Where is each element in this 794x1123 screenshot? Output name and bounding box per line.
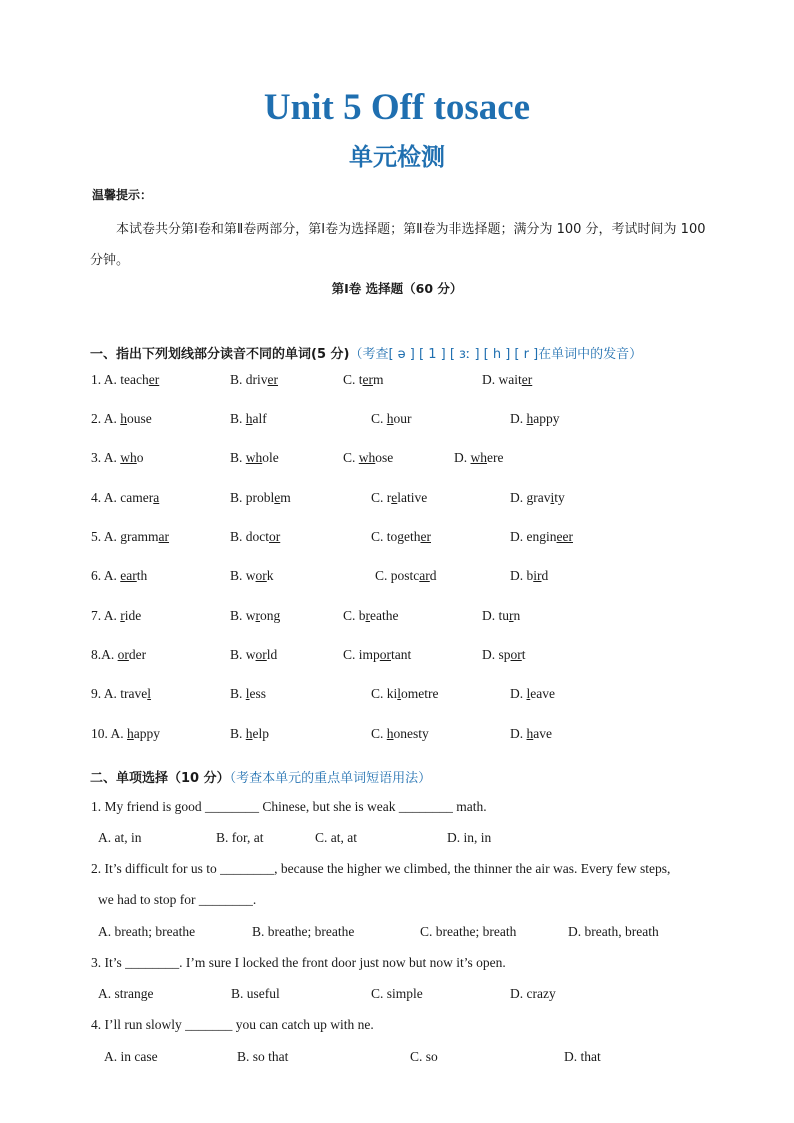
question-2-2-option-b: B. breathe; breathe	[252, 924, 355, 939]
word-prefix: D. wait	[482, 372, 522, 387]
tip-label: 温馨提示：	[92, 188, 153, 202]
word-prefix: teach	[120, 372, 149, 387]
phonetics-item-7-option-b	[230, 608, 280, 624]
phonetics-item-4-option-a	[91, 490, 159, 506]
word-prefix: D. tu	[482, 608, 509, 623]
word-prefix: B.	[230, 726, 246, 741]
section2-heading	[90, 767, 431, 786]
underlined-letters: or	[255, 568, 267, 583]
word-prefix: C.	[371, 726, 387, 741]
word-suffix: ave	[533, 726, 552, 741]
underlined-letters: ar	[419, 568, 430, 583]
word-suffix: ld	[266, 647, 278, 662]
word-prefix: B.	[230, 686, 246, 701]
item-number: 4. A.	[91, 490, 121, 505]
word-suffix: th	[136, 568, 148, 583]
word-suffix: appy	[533, 411, 560, 426]
word-suffix: alf	[252, 411, 267, 426]
underlined-letters: er	[148, 372, 160, 387]
word-suffix: d	[541, 568, 549, 583]
word-suffix: t	[521, 647, 526, 662]
section1-title: 一、指出下列划线部分读音不同的单词(5 分)	[90, 347, 350, 362]
item-number: 6. A.	[91, 568, 121, 583]
phonetics-item-3-option-c	[343, 450, 393, 466]
part1-title: 第Ⅰ卷 选择题（60 分）	[331, 281, 463, 296]
phonetics-item-5-option-d	[510, 529, 573, 545]
word-prefix: C. ki	[371, 686, 398, 701]
question-2-1-option-d: D. in, in	[447, 830, 492, 845]
phonetics-item-3-option-a	[91, 450, 144, 466]
phonetics-item-2	[0, 411, 794, 431]
underlined-letters: e	[391, 490, 398, 505]
intro-paragraph: 本试卷共分第Ⅰ卷和第Ⅱ卷两部分，第Ⅰ卷为选择题；第Ⅱ卷为非选择题；满分为 100 分，考试时间为 100 分钟。	[90, 222, 706, 268]
phonetics-item-7-option-a	[91, 608, 141, 624]
document-subtitle: 单元检测	[349, 143, 445, 171]
word-suffix: lative	[397, 490, 428, 505]
underlined-letters: h	[386, 726, 394, 741]
phonetics-item-10-option-c	[371, 726, 429, 742]
question-2-3-option-d: D. crazy	[510, 986, 556, 1001]
phonetics-item-2-option-d	[510, 411, 560, 427]
phonetics-item-5-option-b	[230, 529, 280, 545]
question-2-1-option-a: A. at, in	[98, 830, 142, 845]
phonetics-item-9-option-c	[371, 686, 439, 702]
question-2-3-option-c: C. simple	[371, 986, 423, 1001]
phonetics-item-8-option-d	[482, 647, 526, 663]
underlined-letters: h	[386, 411, 394, 426]
word-suffix: eave	[530, 686, 555, 701]
word-prefix: gramm	[120, 529, 159, 544]
item-number: 8.A.	[91, 647, 118, 662]
underlined-letters: or	[510, 647, 522, 662]
word-prefix: D. grav	[510, 490, 551, 505]
word-prefix: C. togeth	[371, 529, 421, 544]
section2-note: （考查本单元的重点单词短语用法）	[229, 771, 432, 786]
item-number: 10. A.	[91, 726, 128, 741]
underlined-letters: er	[362, 372, 374, 387]
phonetics-item-8	[0, 647, 794, 667]
word-prefix: C. postc	[375, 568, 420, 583]
word-prefix: B. w	[230, 608, 256, 623]
question-2-4-option-c: C. so	[410, 1049, 438, 1064]
word-suffix: ide	[124, 608, 142, 623]
word-prefix: B. driv	[230, 372, 268, 387]
underlined-letters: l	[147, 686, 152, 701]
underlined-letters: er	[521, 372, 533, 387]
phonetics-item-10-option-d	[510, 726, 552, 742]
question-2-2-stem-cont: we had to stop for ________.	[98, 892, 257, 907]
phonetics-item-2-option-a	[91, 411, 152, 427]
item-number: 9. A.	[91, 686, 121, 701]
word-suffix: elp	[252, 726, 270, 741]
word-suffix: ong	[260, 608, 281, 623]
phonetics-item-10	[0, 726, 794, 746]
phonetics-item-9-option-b	[230, 686, 266, 702]
phonetics-item-9-option-a	[91, 686, 151, 702]
question-2-2-option-d: D. breath, breath	[568, 924, 659, 939]
word-prefix: D.	[510, 411, 527, 426]
word-suffix: onesty	[393, 726, 429, 741]
word-prefix: D. sp	[482, 647, 511, 662]
phonetics-item-4-option-c	[371, 490, 427, 506]
phonetics-item-1-option-b	[230, 372, 278, 388]
underlined-letters: l	[245, 686, 250, 701]
phonetics-item-5-option-a	[91, 529, 169, 545]
word-suffix: our	[393, 411, 412, 426]
document-title: Unit 5 Off tosace	[263, 87, 531, 128]
item-number: 3. A.	[91, 450, 121, 465]
underlined-letters: h	[127, 726, 134, 741]
word-suffix: k	[266, 568, 274, 583]
phonetics-item-10-option-a	[91, 726, 160, 742]
word-prefix: B.	[230, 411, 246, 426]
section1-note: （考查[ ə ] [ 1 ] [ ɜː ] [ h ] [ r ]在单词中的发音）	[349, 347, 643, 362]
word-prefix: B. w	[230, 568, 256, 583]
underlined-letters: h	[526, 411, 534, 426]
word-suffix: m	[373, 372, 384, 387]
word-suffix: tant	[391, 647, 412, 662]
item-number: 1. A.	[91, 372, 121, 387]
word-prefix: B.	[230, 450, 246, 465]
word-prefix: C. t	[343, 372, 363, 387]
underlined-letters: h	[245, 411, 253, 426]
phonetics-item-6	[0, 568, 794, 588]
phonetics-item-2-option-c	[371, 411, 412, 427]
phonetics-item-5-option-c	[371, 529, 431, 545]
word-suffix: ouse	[127, 411, 152, 426]
underlined-letters: h	[245, 726, 253, 741]
word-suffix: ole	[262, 450, 279, 465]
question-2-2-option-c: C. breathe; breath	[420, 924, 517, 939]
underlined-letters: wh	[358, 450, 376, 465]
section2-title: 二、单项选择（10 分）	[90, 771, 230, 786]
phonetics-item-4-option-b	[230, 490, 291, 506]
phonetics-item-7	[0, 608, 794, 628]
phonetics-item-8-option-b	[230, 647, 277, 663]
word-suffix: o	[136, 450, 144, 465]
underlined-letters: or	[255, 647, 267, 662]
phonetics-item-3-option-d	[454, 450, 503, 466]
phonetics-item-6-option-d	[510, 568, 548, 584]
question-2-1-stem: 1. My friend is good ________ Chinese, but she is weak ________ math.	[91, 799, 487, 814]
question-2-3-option-a: A. strange	[98, 986, 154, 1001]
phonetics-item-8-option-a	[91, 647, 146, 663]
word-suffix: appy	[133, 726, 161, 741]
question-2-2-stem: 2. It’s difficult for us to ________, because the higher we climbed, the thinner the air was. Every few steps,	[91, 861, 671, 876]
word-prefix: C. b	[343, 608, 366, 623]
question-2-1-option-c: C. at, at	[315, 830, 357, 845]
underlined-letters: i	[550, 490, 555, 505]
phonetics-item-9-option-d	[510, 686, 555, 702]
underlined-letters: ar	[158, 529, 170, 544]
underlined-letters: r	[509, 608, 514, 623]
word-suffix: ess	[249, 686, 267, 701]
word-suffix: ometre	[401, 686, 439, 701]
question-2-4-stem: 4. I’ll run slowly _______ you can catch up with ne.	[91, 1017, 374, 1032]
phonetics-item-4-option-d	[510, 490, 565, 506]
underlined-letters: l	[397, 686, 402, 701]
underlined-letters: wh	[470, 450, 487, 465]
word-prefix: D.	[510, 686, 527, 701]
word-prefix: B. w	[230, 647, 256, 662]
question-2-4-option-a: A. in case	[104, 1049, 158, 1064]
phonetics-item-1-option-c	[343, 372, 384, 388]
underlined-letters: r	[255, 608, 261, 623]
item-number: 7. A.	[91, 608, 121, 623]
underlined-letters: r	[120, 608, 125, 623]
phonetics-item-1-option-a	[91, 372, 159, 388]
underlined-letters: r	[365, 608, 371, 623]
phonetics-item-9	[0, 686, 794, 706]
underlined-letters: er	[420, 529, 431, 544]
underlined-letters: eer	[556, 529, 573, 544]
phonetics-item-7-option-d	[482, 608, 520, 624]
word-suffix: ose	[375, 450, 394, 465]
word-prefix: camer	[120, 490, 154, 505]
word-suffix: ty	[554, 490, 565, 505]
underlined-letters: or	[117, 647, 129, 662]
phonetics-item-4	[0, 490, 794, 510]
item-number: 5. A.	[91, 529, 121, 544]
phonetics-item-6-option-b	[230, 568, 274, 584]
word-prefix: D. b	[510, 568, 534, 583]
phonetics-item-1-option-d	[482, 372, 532, 388]
word-prefix: D.	[454, 450, 471, 465]
phonetics-item-10-option-b	[230, 726, 269, 742]
underlined-letters: a	[153, 490, 160, 505]
phonetics-item-1	[0, 372, 794, 392]
word-prefix: D. engin	[510, 529, 557, 544]
word-prefix: B. probl	[230, 490, 275, 505]
phonetics-item-6-option-c	[375, 568, 437, 584]
word-suffix: ere	[487, 450, 504, 465]
question-2-3-stem: 3. It’s ________. I’m sure I locked the front door just now but now it’s open.	[91, 955, 506, 970]
word-prefix: C.	[371, 411, 387, 426]
question-2-4-option-d: D. that	[564, 1049, 601, 1064]
word-prefix: C. r	[371, 490, 392, 505]
question-2-4-option-b: B. so that	[237, 1049, 289, 1064]
phonetics-item-3	[0, 450, 794, 470]
underlined-letters: ear	[120, 568, 137, 583]
word-suffix: m	[280, 490, 291, 505]
underlined-letters: er	[267, 372, 279, 387]
word-prefix: B. doct	[230, 529, 269, 544]
underlined-letters: l	[526, 686, 531, 701]
question-2-2-option-a: A. breath; breathe	[98, 924, 196, 939]
phonetics-item-8-option-c	[343, 647, 411, 663]
word-suffix: n	[513, 608, 521, 623]
word-suffix: d	[429, 568, 437, 583]
item-number: 2. A.	[91, 411, 121, 426]
word-suffix: der	[128, 647, 147, 662]
word-suffix: eathe	[370, 608, 399, 623]
question-2-3-option-b: B. useful	[231, 986, 280, 1001]
word-prefix: trave	[120, 686, 148, 701]
underlined-letters: h	[120, 411, 128, 426]
underlined-letters: or	[269, 529, 281, 544]
underlined-letters: wh	[120, 450, 137, 465]
phonetics-item-2-option-b	[230, 411, 267, 427]
word-prefix: D.	[510, 726, 527, 741]
underlined-letters: wh	[245, 450, 263, 465]
phonetics-item-7-option-c	[343, 608, 399, 624]
section1-heading	[90, 343, 642, 362]
word-prefix: C.	[343, 450, 359, 465]
question-2-1-option-b: B. for, at	[216, 830, 264, 845]
underlined-letters: or	[379, 647, 392, 662]
phonetics-item-3-option-b	[230, 450, 279, 466]
phonetics-item-5	[0, 529, 794, 549]
underlined-letters: e	[274, 490, 281, 505]
word-prefix: C. imp	[343, 647, 380, 662]
underlined-letters: h	[526, 726, 534, 741]
underlined-letters: ir	[533, 568, 542, 583]
phonetics-item-6-option-a	[91, 568, 147, 584]
